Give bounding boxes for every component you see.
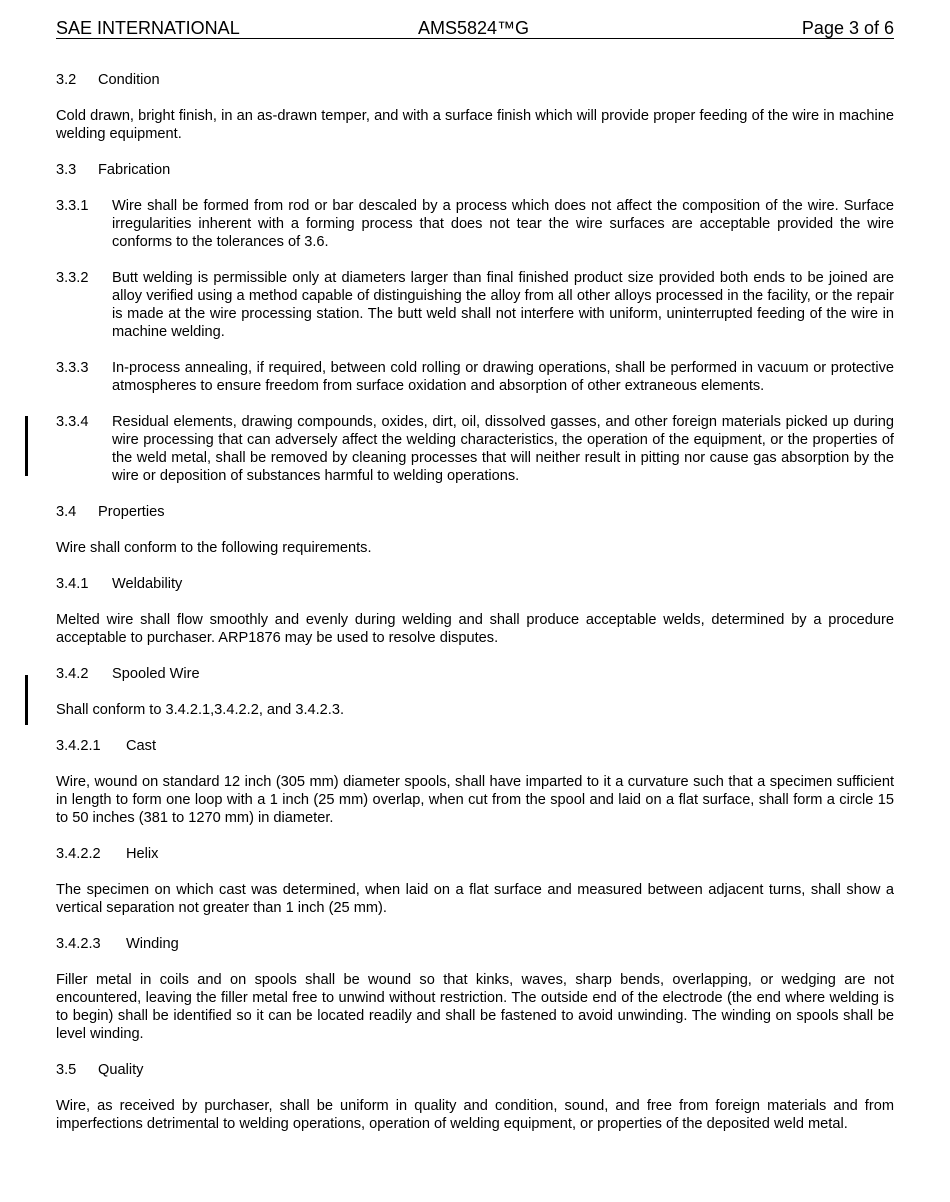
section-heading xyxy=(56,845,894,863)
section-title: Properties xyxy=(98,504,165,520)
section-heading xyxy=(56,503,894,521)
section-text: The specimen on which cast was determined, when laid on a flat surface and measured between adjacent turns, shall show a vertical separation not greater than 1 inch (25 mm). xyxy=(56,882,894,916)
section-heading xyxy=(56,737,894,755)
subsection xyxy=(56,359,894,395)
subsection xyxy=(56,413,894,485)
section-text: Residual elements, drawing compounds, oxides, dirt, oil, dissolved gasses, and other foreign materials picked up during wire processing that can adversely affect the welding characteristics, the operation of the equipment, or the properties of the weld metal, shall be removed by cleaning processes that will neither result in pitting nor cause gas absorption by the wire or deposition of substances harmful to welding operations. xyxy=(112,414,894,484)
header-page-number: Page 3 of 6 xyxy=(801,18,894,38)
section-number: 3.4.1 xyxy=(56,576,89,592)
section-text: Wire shall conform to the following requirements. xyxy=(56,540,372,556)
document-body xyxy=(56,71,894,1133)
section-number: 3.3.4 xyxy=(56,414,89,430)
section-number: 3.3.1 xyxy=(56,198,89,214)
section-title: Spooled Wire xyxy=(112,666,200,682)
section-title: Winding xyxy=(126,936,179,952)
section-text: Cold drawn, bright finish, in an as-drawn temper, and with a surface finish which will provide proper feeding of the wire in machine welding equipment. xyxy=(56,108,894,142)
section-heading xyxy=(56,935,894,953)
section-text: Butt welding is permissible only at diameters larger than final finished product size provided both ends to be joined are alloy verified using a method capable of distinguishing the alloy from all other alloys processed in the facility, or the repair is made at the wire processing station. The butt weld shall not interfere with uniform, uninterrupted feeding of the wire in machine welding. xyxy=(112,270,894,340)
section-text: Shall conform to 3.4.2.1,3.4.2.2, and 3.4.2.3. xyxy=(56,702,345,718)
change-bar xyxy=(25,416,28,476)
section-number: 3.4.2.3 xyxy=(56,936,101,952)
section-text: Filler metal in coils and on spools shall be wound so that kinks, waves, sharp bends, overlapping, or wedging are not encountered, leaving the filler metal free to unwind without restriction. The outside end of the electrode (the end where welding is to begin) shall be identified so it can be located readily and shall be fastened to avoid unwinding. The winding on spools shall be level winding. xyxy=(56,972,894,1042)
section-title: Quality xyxy=(98,1062,144,1078)
section-heading xyxy=(56,575,894,593)
section-title: Helix xyxy=(126,846,159,862)
header-doc-number: AMS5824™G xyxy=(418,18,530,38)
section-title: Weldability xyxy=(112,576,183,592)
section-heading xyxy=(56,71,894,89)
section-number: 3.5 xyxy=(56,1062,77,1078)
section-title: Fabrication xyxy=(98,162,171,178)
section-number: 3.3.3 xyxy=(56,360,89,376)
section-text: Wire shall be formed from rod or bar descaled by a process which does not affect the composition of the wire. Surface irregularities inherent with a forming process that does not tear the wire surfaces are acceptable provided the wire conforms to the tolerances of 3.6. xyxy=(112,198,894,250)
section-number: 3.3 xyxy=(56,162,77,178)
change-bar xyxy=(25,675,28,725)
page-header xyxy=(56,18,894,39)
section-title: Cast xyxy=(126,738,157,754)
subsection xyxy=(56,269,894,341)
section-text: Wire, wound on standard 12 inch (305 mm) diameter spools, shall have imparted to it a curvature such that a specimen sufficient in length to form one loop with a 1 inch (25 mm) overlap, when cut from the spool and laid on a flat surface, shall form a circle 15 to 50 inches (381 to 1270 mm) in diameter. xyxy=(56,774,894,826)
section-heading xyxy=(56,665,894,683)
section-number: 3.4.2 xyxy=(56,666,89,682)
section-number: 3.2 xyxy=(56,72,77,88)
section-text: In-process annealing, if required, between cold rolling or drawing operations, shall be performed in vacuum or protective atmospheres to ensure freedom from surface oxidation and absorption of other extraneous elements. xyxy=(112,360,894,394)
section-heading xyxy=(56,1061,894,1079)
section-heading xyxy=(56,161,894,179)
section-number: 3.4.2.2 xyxy=(56,846,101,862)
section-text: Wire, as received by purchaser, shall be uniform in quality and condition, sound, and free from foreign materials and from imperfections detrimental to welding operations, operation of welding equipment, or properties of the deposited weld metal. xyxy=(56,1098,894,1132)
subsection xyxy=(56,197,894,251)
section-number: 3.3.2 xyxy=(56,270,89,286)
section-number: 3.4.2.1 xyxy=(56,738,101,754)
header-org: SAE INTERNATIONAL xyxy=(56,18,240,38)
section-text: Melted wire shall flow smoothly and evenly during welding and shall produce acceptable welds, determined by a procedure acceptable to purchaser. ARP1876 may be used to resolve disputes. xyxy=(56,612,894,646)
section-number: 3.4 xyxy=(56,504,77,520)
section-title: Condition xyxy=(98,72,160,88)
